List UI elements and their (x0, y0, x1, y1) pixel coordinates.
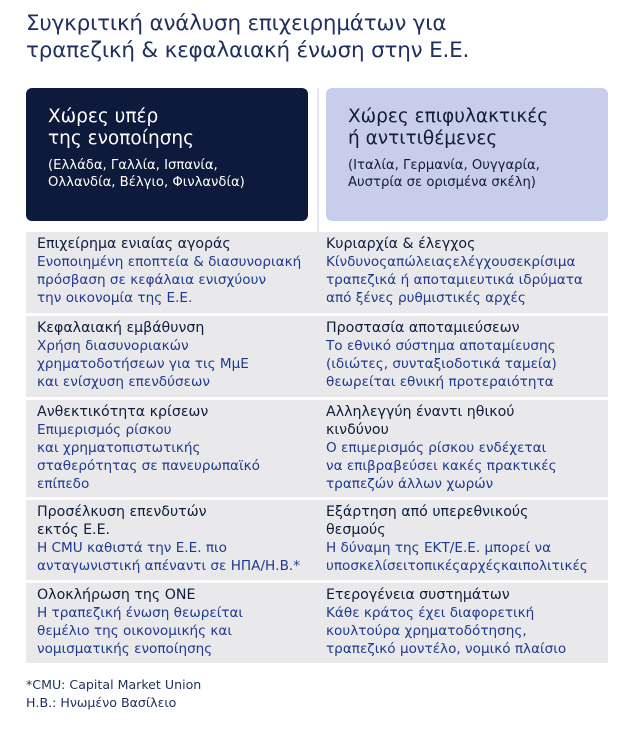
con-argument-title: Εξάρτηση από υπερεθνικούς θεσμούς (326, 504, 529, 538)
header-pro-integration-countries: (Ελλάδα, Γαλλία, Ισπανία, Ολλανδία, Βέλγιο, Φινλανδία) (48, 158, 245, 190)
pro-argument-description: Η CMU καθιστά την Ε.Ε. πιο ανταγωνιστική απέναντι σε ΗΠΑ/Η.Β.* (37, 540, 301, 574)
con-argument-cell (317, 500, 608, 580)
con-argument-description: Κάθε κράτος έχει διαφορετική κουλτούρα χρηματοδότησης, τραπεζικό μοντέλο, νομικό πλαίσιο (326, 605, 567, 657)
pro-argument-cell (26, 316, 317, 397)
con-argument-description: Ο επιμερισμός ρίσκου ενδέχεται να επιβραβεύσει κακές πρακτικές τραπεζών άλλων χωρών (326, 440, 557, 492)
con-argument-description: Το εθνικό σύστημα αποταμίευσης (ιδιώτες, συνταξιοδοτικά ταμεία) θεωρείται εθνική προτεραιότητα (326, 338, 557, 390)
pro-argument-cell (26, 583, 317, 663)
page-title-line-1: Συγκριτική ανάλυση επιχειρημάτων για (26, 11, 447, 36)
comparison-row (26, 583, 608, 663)
header-skeptical-countries: (Ιταλία, Γερμανία, Ουγγαρία, Αυστρία σε ορισμένα σκέλη) (348, 158, 540, 190)
con-argument-cell (317, 316, 608, 397)
pro-argument-title: Προσέλκυση επενδυτών εκτός Ε.Ε. (37, 504, 207, 538)
con-argument-cell (317, 583, 608, 663)
con-argument-title: Ετερογένεια συστημάτων (326, 587, 510, 603)
con-argument-description: Η δύναμη της ΕΚΤ/Ε.Ε. μπορεί να υποσκελίσειτοπικέςαρχέςκαιπολιτικές (326, 540, 588, 574)
con-argument-title: Αλληλεγγύη έναντι ηθικού κινδύνου (326, 404, 515, 438)
comparison-row (26, 400, 608, 500)
comparison-table (26, 232, 608, 663)
pro-argument-title: Επιχείρημα ενιαίας αγοράς (37, 236, 231, 252)
footnotes (26, 676, 201, 712)
header-pro-integration-title: Χώρες υπέρ της ενοποίησης (48, 106, 195, 149)
header-skeptical-title: Χώρες επιφυλακτικές ή αντιτιθέμενες (348, 106, 549, 149)
comparison-row (26, 316, 608, 400)
page-title (26, 10, 616, 64)
header-skeptical (326, 88, 608, 221)
con-argument-cell (317, 232, 608, 313)
pro-argument-title: Ανθεκτικότητα κρίσεων (37, 404, 209, 420)
pro-argument-description: Επιμερισμός ρίσκου και χρηματοπιστωτικής σταθερότητας σε πανευρωπαϊκό επίπεδο (37, 422, 260, 492)
pro-argument-description: Χρήση διασυνοριακών χρηματοδοτήσεων για τις ΜμΕ και ενίσχυση επενδύσεων (37, 338, 249, 390)
pro-argument-description: Ενοποιημένη εποπτεία & διασυνοριακή πρόσβαση σε κεφάλαια ενισχύουν την οικονομία της Ε.Ε. (37, 254, 302, 306)
con-argument-cell (317, 400, 608, 497)
con-argument-title: Προστασία αποταμιεύσεων (326, 320, 520, 336)
con-argument-title: Κυριαρχία & έλεγχος (326, 236, 476, 252)
footnote-uk: Η.Β.: Ηνωμένο Βασίλειο (26, 695, 177, 710)
pro-argument-cell (26, 232, 317, 313)
comparison-row (26, 232, 608, 316)
page-title-line-2: τραπεζική & κεφαλαιακή ένωση στην Ε.Ε. (26, 38, 470, 63)
footnote-cmu: *CMU: Capital Market Union (26, 677, 202, 692)
pro-argument-title: Κεφαλαιακή εμβάθυνση (37, 320, 205, 336)
pro-argument-description: Η τραπεζική ένωση θεωρείται θεμέλιο της οικονομικής και νομισματικής ενοποίησης (37, 605, 244, 657)
comparison-row (26, 500, 608, 583)
pro-argument-cell (26, 500, 317, 580)
pro-argument-title: Ολοκλήρωση της ΟΝΕ (37, 587, 196, 603)
header-pro-integration (26, 88, 308, 221)
pro-argument-cell (26, 400, 317, 497)
con-argument-description: Κίνδυνοςαπώλειαςελέγχουσεκρίσιμα τραπεζικά ή αποταμιευτικά ιδρύματα από ξένες ρυθμιστικές αρχές (326, 254, 583, 306)
